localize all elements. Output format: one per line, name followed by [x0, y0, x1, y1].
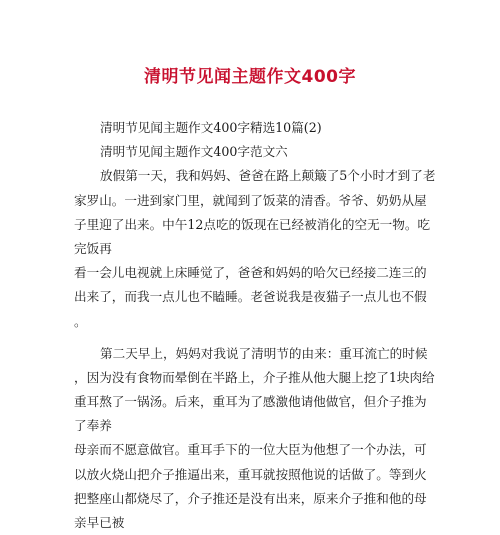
subtitle-line: 清明节见闻主题作文400字精选10篇(2) [100, 120, 322, 135]
paragraph-line: 看一会儿电视就上床睡觉了，爸爸和妈妈的哈欠已经接二连三的 [74, 265, 427, 281]
document-body [74, 116, 434, 535]
paragraph-line: 子里迎了出来。中午12点吃的饭现在已经被消化的空无一物。吃 [74, 216, 431, 232]
paragraph-line: 完饭再 [74, 240, 112, 256]
paragraph-line: 。 [74, 313, 87, 329]
paragraph-line: 重耳熬了一锅汤。后来，重耳为了感激他请他做官，但介子推为 [74, 394, 427, 410]
paragraph-line: 家罗山。一进到家门里，就闻到了饭菜的清香。爷爷、奶奶从屋 [74, 192, 427, 208]
paragraph-line: ，因为没有食物而晕倒在半路上，介子推从他大腿上挖了1块肉给 [74, 369, 435, 385]
paragraph-line: 出来了，而我一点儿也不瞌睡。老爸说我是夜猫子一点儿也不假 [74, 289, 427, 305]
paragraph-line: 第二天早上，妈妈对我说了清明节的由来：重耳流亡的时候 [100, 345, 428, 361]
paragraph-line: 放假第一天，我和妈妈、爸爸在路上颠簸了5个小时才到了老 [100, 168, 436, 184]
paragraph-line: 把整座山都烧尽了，介子推还是没有出来，原来介子推和他的母 [74, 490, 427, 506]
paragraph-line: 以放火烧山把介子推逼出来，重耳就按照他说的话做了。等到火 [74, 466, 427, 482]
paragraph-line: 了奉养 [74, 418, 112, 434]
paragraph-line: 亲早已被 [74, 515, 125, 530]
paragraph-line: 母亲而不愿意做官。重耳手下的一位大臣为他想了一个办法，可 [74, 442, 427, 458]
paragraph-gap [74, 334, 434, 342]
document-title: 清明节见闻主题作文400字 [144, 67, 356, 87]
subtitle-line: 清明节见闻主题作文400字范文六 [100, 144, 288, 160]
